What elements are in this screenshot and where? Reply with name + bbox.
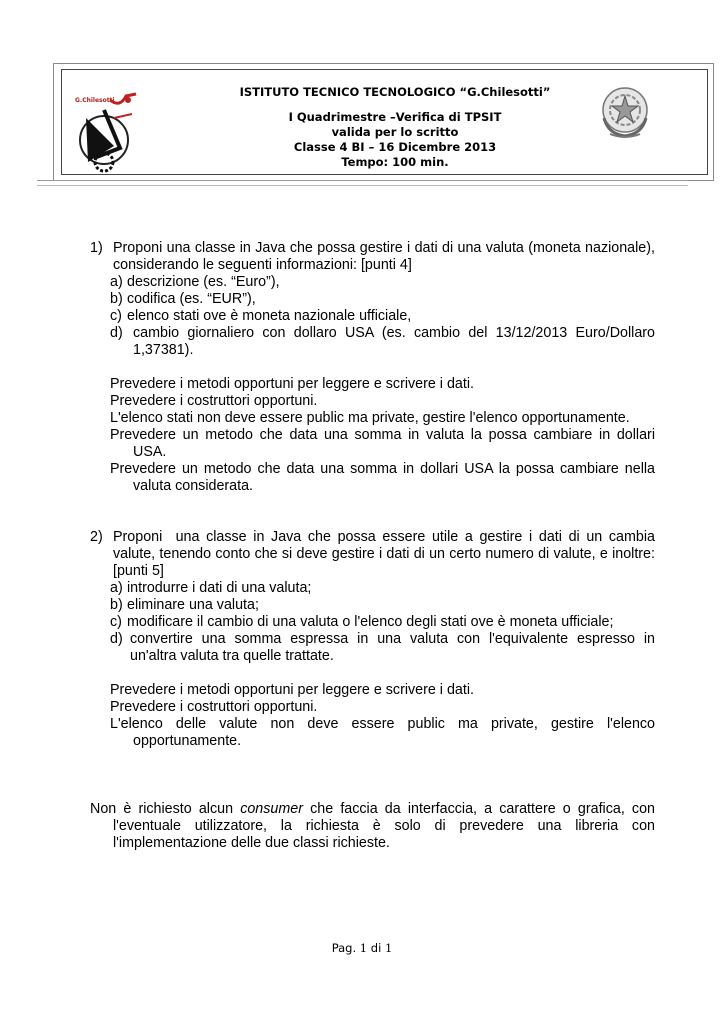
list-item: a) descrizione (es. “Euro”), bbox=[110, 274, 280, 290]
list-item: c) elenco stati ove è moneta nazionale ufficiale, bbox=[110, 308, 412, 324]
exam-validity: valida per lo scritto bbox=[331, 125, 459, 139]
list-item: d) cambio giornaliero con dollaro USA (es. cambio del 13/12/2013 Euro/Dollaro 1,37381). bbox=[110, 325, 655, 358]
requirement-line: L'elenco delle valute non deve essere public ma private, gestire l'elenco opportunamente. bbox=[110, 716, 655, 749]
list-item: b) codifica (es. “EUR”), bbox=[110, 291, 256, 307]
exam-content bbox=[90, 240, 659, 852]
emphasis: consumer bbox=[240, 801, 303, 817]
republic-emblem bbox=[598, 84, 652, 140]
exam-time: Tempo: 100 min. bbox=[341, 155, 449, 169]
list-item: d) convertire una somma espressa in una valuta con l'equivalente espresso in un'altra valuta tra quelle trattate. bbox=[110, 631, 655, 664]
header-rule bbox=[37, 180, 688, 181]
page-number: 1 bbox=[359, 941, 368, 955]
requirement-line: Prevedere i metodi opportuni per leggere e scrivere i dati. bbox=[110, 682, 474, 698]
exam-title: I Quadrimestre –Verifica di TPSIT bbox=[288, 110, 502, 124]
question-number: 1) bbox=[90, 240, 103, 256]
question-intro: Proponi una classe in Java che possa essere utile a gestire i dati di un cambia valute, tenendo conto che si deve gestire i dati di un certo numero di valute, e inoltre: [punti 5] bbox=[113, 529, 659, 579]
page-footer: Pag. 1 di 1 bbox=[331, 941, 393, 955]
school-logo bbox=[74, 88, 140, 174]
header-text bbox=[230, 85, 560, 170]
page-total: 1 bbox=[384, 941, 393, 955]
question-1 bbox=[90, 240, 655, 274]
question-number: 2) bbox=[90, 529, 103, 545]
list-item: c) modificare il cambio di una valuta o l'elenco degli stati ove è moneta ufficiale; bbox=[110, 614, 614, 630]
closing-note: Non è richiesto alcun consumer che faccia da interfaccia, a carattere o grafica, con l'eventuale utilizzatore, la richiesta è solo di prevedere una libreria con l'implementazione delle due classi richieste. bbox=[90, 801, 655, 851]
requirement-line: L'elenco stati non deve essere public ma private, gestire l'elenco opportunamente. bbox=[110, 410, 630, 426]
list-item: b) eliminare una valuta; bbox=[110, 597, 259, 613]
exam-class-date: Classe 4 BI – 16 Dicembre 2013 bbox=[293, 140, 497, 154]
question-2 bbox=[90, 529, 659, 580]
requirement-line: Prevedere un metodo che data una somma in dollari USA la possa cambiare nella valuta considerata. bbox=[110, 461, 655, 494]
institute-name: ISTITUTO TECNICO TECNOLOGICO “G.Chilesotti” bbox=[239, 85, 551, 99]
requirement-line: Prevedere i costruttori opportuni. bbox=[110, 393, 318, 409]
list-item: a) introdurre i dati di una valuta; bbox=[110, 580, 312, 596]
question-intro: Proponi una classe in Java che possa gestire i dati di una valuta (moneta nazionale), considerando le seguenti informazioni: [punti 4] bbox=[113, 240, 655, 273]
requirement-line: Prevedere un metodo che data una somma in valuta la possa cambiare in dollari USA. bbox=[110, 427, 655, 460]
header-rule bbox=[37, 185, 688, 186]
logo-text: G.Chilesotti bbox=[75, 97, 115, 104]
requirement-line: Prevedere i metodi opportuni per leggere e scrivere i dati. bbox=[110, 376, 474, 392]
requirement-line: Prevedere i costruttori opportuni. bbox=[110, 699, 318, 715]
